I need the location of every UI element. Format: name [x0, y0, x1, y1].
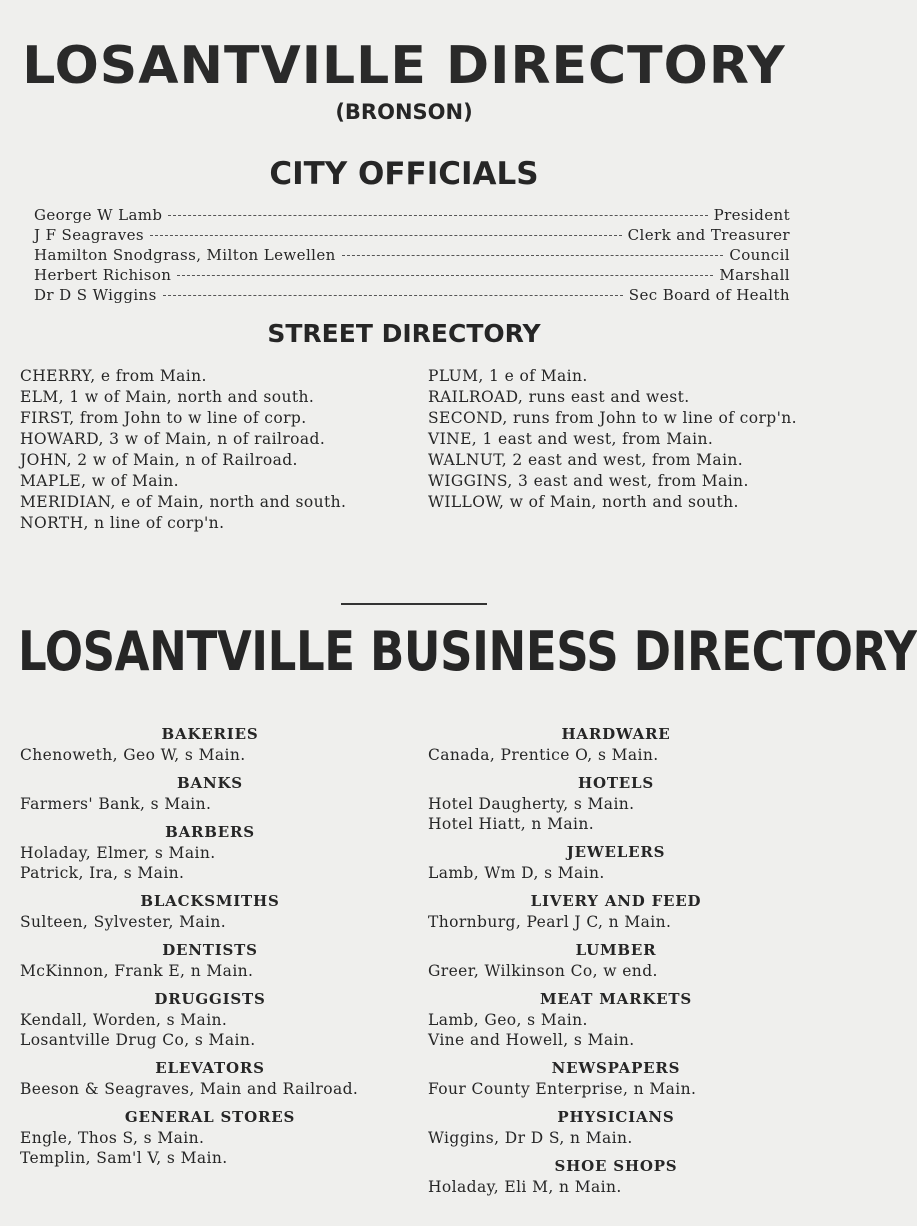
street-entry: HOWARD, 3 w of Main, n of railroad. [20, 430, 326, 448]
street-entry: ELM, 1 w of Main, north and south. [20, 388, 315, 406]
business-category-group [428, 891, 804, 932]
business-category-group [20, 724, 400, 765]
category-heading: PHYSICIANS [557, 1108, 675, 1126]
business-entry: Holaday, Eli M, n Main. [428, 1178, 622, 1196]
street-entry: FIRST, from John to w line of corp. [20, 409, 307, 427]
category-heading: BARBERS [165, 823, 255, 841]
business-entry: Beeson & Seagraves, Main and Railroad. [20, 1080, 359, 1098]
street-entry: RAILROAD, runs east and west. [428, 388, 690, 406]
street-list-left [20, 366, 398, 534]
business-entry: Lamb, Geo, s Main. [428, 1011, 588, 1029]
business-category-group [20, 822, 400, 883]
category-heading: LUMBER [575, 941, 657, 959]
business-entry: Kendall, Worden, s Main. [20, 1011, 228, 1029]
business-entry: Four County Enterprise, n Main. [428, 1080, 697, 1098]
business-category-group [428, 724, 804, 765]
leader-dashes [150, 235, 622, 236]
street-entry: VINE, 1 east and west, from Main. [428, 430, 714, 448]
official-office: Clerk and Treasurer [627, 226, 790, 244]
category-heading: MEAT MARKETS [539, 990, 692, 1008]
street-directory-heading: STREET DIRECTORY [267, 319, 541, 348]
business-entry: Farmers' Bank, s Main. [20, 795, 212, 813]
category-heading: BAKERIES [161, 725, 259, 743]
officials-heading: CITY OFFICIALS [269, 156, 539, 192]
business-entry: Vine and Howell, s Main. [428, 1031, 635, 1049]
business-entry: Chenoweth, Geo W, s Main. [20, 746, 246, 764]
category-heading: ELEVATORS [155, 1059, 265, 1077]
category-heading: NEWSPAPERS [551, 1059, 681, 1077]
business-entry: Thornburg, Pearl J C, n Main. [428, 913, 672, 931]
category-heading: HARDWARE [561, 725, 671, 743]
business-category-group [428, 1107, 804, 1148]
street-entry: WALNUT, 2 east and west, from Main. [428, 451, 744, 469]
street-entry: JOHN, 2 w of Main, n of Railroad. [20, 451, 298, 469]
official-office: Sec Board of Health [628, 286, 790, 304]
business-category-group [20, 1058, 400, 1099]
leader-dashes [163, 295, 623, 296]
category-heading: DENTISTS [162, 941, 258, 959]
business-entry: Engle, Thos S, s Main. [20, 1129, 205, 1147]
business-category-group [20, 940, 400, 981]
category-heading: GENERAL STORES [124, 1108, 296, 1126]
category-heading: DRUGGISTS [154, 990, 266, 1008]
business-entry: Lamb, Wm D, s Main. [428, 864, 605, 882]
street-entry: WIGGINS, 3 east and west, from Main. [428, 472, 749, 490]
category-heading: SHOE SHOPS [554, 1157, 678, 1175]
business-directory-title: LOSANTVILLE BUSINESS DIRECTORY [18, 620, 917, 683]
official-name: Hamilton Snodgrass, Milton Lewellen [34, 246, 336, 264]
page-subtitle: (BRONSON) [335, 100, 473, 124]
business-category-group [428, 1156, 804, 1197]
page-title: LOSANTVILLE DIRECTORY [22, 36, 786, 96]
business-category-group [20, 1107, 400, 1168]
business-entry: Holaday, Elmer, s Main. [20, 844, 216, 862]
business-category-group [428, 1058, 804, 1099]
business-category-group [20, 773, 400, 814]
official-row [34, 225, 790, 245]
official-name: J F Seagraves [34, 226, 145, 244]
category-heading: LIVERY AND FEED [530, 892, 702, 910]
street-list-right [428, 366, 804, 513]
official-name: Herbert Richison [34, 266, 172, 284]
business-entry: Canada, Prentice O, s Main. [428, 746, 659, 764]
street-entry: CHERRY, e from Main. [20, 367, 207, 385]
official-row [34, 265, 790, 285]
leader-dashes [177, 275, 713, 276]
officials-list [34, 205, 790, 305]
official-office: Marshall [719, 266, 790, 284]
business-list-left [20, 724, 400, 1176]
street-entry: MERIDIAN, e of Main, north and south. [20, 493, 347, 511]
business-list-right [428, 724, 804, 1205]
business-category-group [20, 989, 400, 1050]
category-heading: BLACKSMITHS [140, 892, 280, 910]
official-row [34, 205, 790, 225]
business-entry: McKinnon, Frank E, n Main. [20, 962, 254, 980]
street-entry: SECOND, runs from John to w line of corp'n. [428, 409, 797, 427]
business-entry: Wiggins, Dr D S, n Main. [428, 1129, 633, 1147]
business-entry: Patrick, Ira, s Main. [20, 864, 185, 882]
business-entry: Greer, Wilkinson Co, w end. [428, 962, 658, 980]
street-entry: MAPLE, w of Main. [20, 472, 179, 490]
category-heading: HOTELS [577, 774, 654, 792]
business-category-group [20, 891, 400, 932]
category-heading: JEWELERS [566, 843, 666, 861]
business-category-group [428, 940, 804, 981]
business-category-group [428, 989, 804, 1050]
leader-dashes [168, 215, 707, 216]
official-office: President [713, 206, 790, 224]
business-entry: Templin, Sam'l V, s Main. [20, 1149, 228, 1167]
business-category-group [428, 842, 804, 883]
official-name: George W Lamb [34, 206, 163, 224]
business-entry: Losantville Drug Co, s Main. [20, 1031, 256, 1049]
category-heading: BANKS [177, 774, 243, 792]
business-entry: Sulteen, Sylvester, Main. [20, 913, 227, 931]
official-row [34, 245, 790, 265]
street-entry: NORTH, n line of corp'n. [20, 514, 225, 532]
business-category-group [428, 773, 804, 834]
official-office: Council [729, 246, 790, 264]
business-entry: Hotel Daugherty, s Main. [428, 795, 635, 813]
leader-dashes [342, 255, 724, 256]
business-entry: Hotel Hiatt, n Main. [428, 815, 595, 833]
section-divider [341, 603, 487, 605]
street-entry: PLUM, 1 e of Main. [428, 367, 588, 385]
official-row [34, 285, 790, 305]
official-name: Dr D S Wiggins [34, 286, 157, 304]
street-entry: WILLOW, w of Main, north and south. [428, 493, 739, 511]
